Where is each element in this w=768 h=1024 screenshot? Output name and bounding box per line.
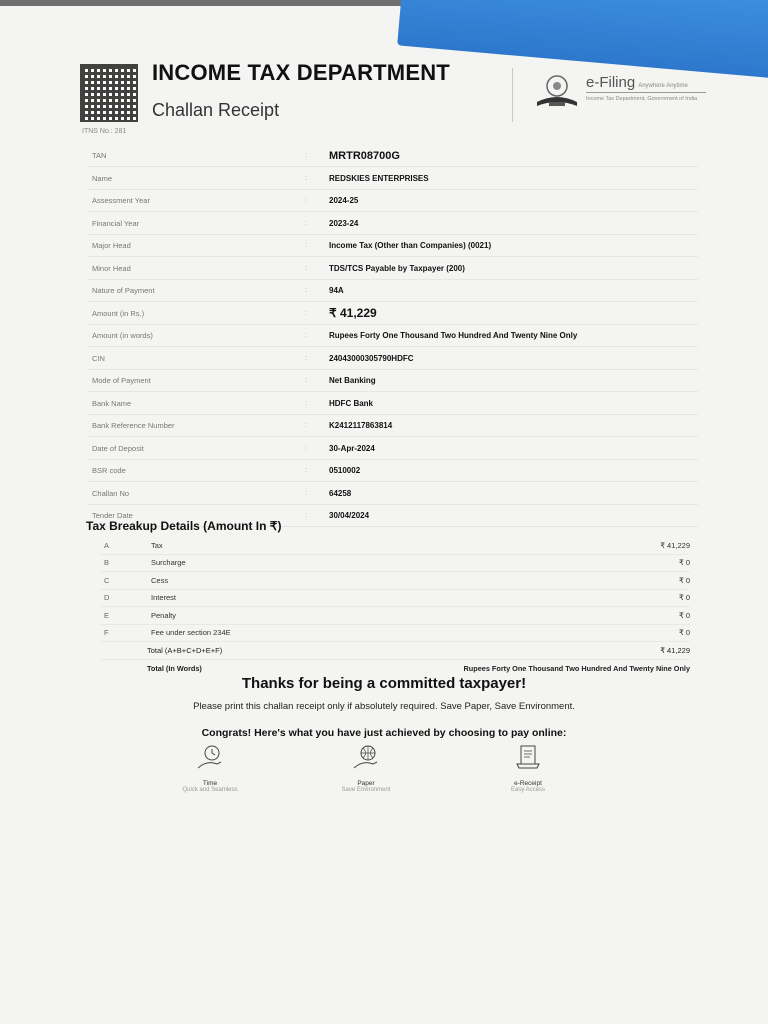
detail-colon: : (305, 467, 307, 474)
detail-value: TDS/TCS Payable by Taxpayer (200) (329, 263, 465, 273)
tax-breakup-name: Tax (151, 540, 163, 550)
detail-label: Bank Name (92, 398, 132, 408)
detail-row (88, 145, 698, 167)
efiling-title (586, 74, 688, 91)
benefit-ereceipt (468, 744, 588, 793)
tax-breakup-row (100, 625, 690, 643)
detail-label: Minor Head (92, 263, 131, 273)
tax-breakup-name: Penalty (151, 610, 177, 620)
detail-colon: : (305, 152, 307, 159)
tax-breakup-table (100, 537, 690, 677)
tax-breakup-amount: ₹ 0 (678, 593, 690, 603)
detail-value: 64258 (329, 488, 352, 498)
detail-value: 0510002 (329, 466, 361, 475)
tax-breakup-amount: ₹ 0 (678, 558, 690, 568)
detail-row (88, 460, 698, 482)
efiling-subtitle: Income Tax Department, Government of India (586, 96, 698, 102)
detail-value: ₹ 41,229 (329, 306, 377, 320)
challan-receipt-document (0, 6, 768, 1024)
detail-label: Mode of Payment (92, 376, 151, 385)
tax-breakup-name: Fee under section 234E (151, 628, 231, 638)
detail-value: K2412117863814 (329, 421, 393, 430)
detail-value: REDSKIES ENTERPRISES (329, 173, 429, 183)
detail-label: Nature of Payment (92, 286, 155, 295)
detail-colon: : (305, 489, 307, 497)
tax-breakup-amount: ₹ 0 (678, 610, 690, 620)
detail-colon: : (305, 354, 307, 362)
tax-words-value: Rupees Forty One Thousand Two Hundred And Twenty Nine Only (463, 664, 690, 673)
detail-colon: : (305, 174, 307, 182)
detail-colon: : (305, 242, 307, 249)
tax-words-label: Total (In Words) (147, 664, 202, 673)
tax-breakup-amount: ₹ 41,229 (660, 540, 690, 550)
tax-breakup-row (100, 555, 690, 573)
tax-breakup-code: C (104, 575, 110, 585)
tax-breakup-name: Interest (151, 593, 177, 603)
detail-label: Amount (in Rs.) (92, 308, 145, 318)
benefit-time-sub: Quick and Seamless (182, 787, 238, 793)
detail-colon: : (305, 287, 307, 294)
detail-label: Major Head (92, 241, 131, 250)
benefit-ereceipt-title: e-Receipt (514, 780, 542, 787)
detail-value: Income Tax (Other than Companies) (0021) (329, 241, 492, 250)
detail-colon: : (305, 197, 307, 204)
qr-caption: ITNS No.: 281 (82, 128, 127, 135)
tax-breakup-heading: Tax Breakup Details (Amount In ₹) (86, 519, 282, 533)
efiling-rule (586, 92, 706, 93)
benefit-ereceipt-sub: Easy Access (510, 787, 545, 793)
benefit-time-title: Time (202, 780, 218, 787)
detail-value: MRTR08700G (329, 149, 400, 162)
tax-breakup-code: B (104, 558, 110, 568)
tax-breakup-name: Surcharge (151, 558, 186, 568)
tax-breakup-name: Cess (151, 575, 169, 585)
tax-breakup-code: E (104, 610, 110, 620)
detail-row (88, 280, 698, 302)
tax-breakup-row (100, 572, 690, 590)
detail-label: Bank Reference Number (92, 421, 175, 430)
detail-row (88, 167, 698, 190)
thanks-message: Thanks for being a committed taxpayer! (241, 675, 527, 692)
tax-breakup-code: D (104, 593, 110, 603)
detail-row (88, 302, 698, 325)
detail-value: 2023-24 (329, 218, 359, 228)
detail-value: 2024-25 (329, 196, 359, 205)
print-note: Please print this challan receipt only if absolutely required. Save Paper, Save Environment. (193, 701, 575, 712)
congrats-message: Congrats! Here's what you have just achieved by choosing to pay online: (201, 727, 567, 739)
detail-label: CIN (92, 353, 105, 363)
detail-row (88, 325, 698, 347)
tax-breakup-row (100, 607, 690, 625)
detail-label: Financial Year (92, 218, 140, 228)
detail-label: Challan No (92, 488, 130, 498)
payment-details-table (88, 145, 698, 527)
efiling-title-text: e-Filing (586, 74, 636, 91)
tax-breakup-amount: ₹ 0 (678, 575, 690, 585)
tax-breakup-amount: ₹ 0 (678, 628, 690, 638)
receipt-subtitle: Challan Receipt (152, 100, 280, 120)
detail-value: HDFC Bank (329, 398, 374, 408)
detail-label: Date of Deposit (92, 443, 144, 453)
detail-row (88, 190, 698, 212)
detail-value: 94A (329, 286, 344, 295)
detail-colon: : (305, 422, 307, 429)
detail-colon: : (305, 309, 307, 317)
tax-total-label: Total (A+B+C+D+E+F) (147, 646, 223, 655)
detail-row (88, 370, 698, 392)
efiling-tagline: Anywhere Anytime (638, 83, 688, 89)
detail-colon: : (305, 377, 307, 384)
receipt-device-icon (513, 744, 543, 772)
detail-label: Name (92, 173, 113, 183)
detail-label: BSR code (92, 466, 126, 475)
detail-value: 30-Apr-2024 (329, 443, 375, 453)
tax-total-value: ₹ 41,229 (660, 646, 690, 655)
emblem-icon (535, 72, 579, 110)
detail-value: Rupees Forty One Thousand Two Hundred And Twenty Nine Only (329, 331, 578, 340)
detail-row (88, 235, 698, 257)
benefit-paper (306, 744, 426, 793)
tax-breakup-code: F (104, 628, 109, 638)
detail-value: 30/04/2024 (329, 511, 370, 520)
tax-breakup-row (100, 537, 690, 555)
qr-code (80, 64, 138, 122)
detail-colon: : (305, 512, 307, 519)
detail-row (88, 415, 698, 437)
detail-colon: : (305, 444, 307, 452)
globe-hand-icon (351, 744, 381, 772)
clock-hand-icon (195, 744, 225, 772)
detail-row (88, 482, 698, 505)
detail-row (88, 257, 698, 280)
benefit-paper-sub: Save Environment (341, 787, 391, 793)
benefit-time (150, 744, 270, 793)
detail-colon: : (305, 399, 307, 407)
tax-total-row (100, 642, 690, 660)
detail-value: 24043000305790HDFC (329, 353, 414, 363)
detail-row (88, 347, 698, 370)
detail-row (88, 437, 698, 460)
header-divider (512, 68, 513, 122)
tax-breakup-rows (100, 537, 690, 642)
department-title: INCOME TAX DEPARTMENT (152, 60, 450, 85)
detail-label: Assessment Year (92, 196, 150, 205)
detail-label: Tender Date (92, 511, 133, 520)
tax-breakup-code: A (104, 540, 110, 550)
tax-breakup-row (100, 590, 690, 608)
detail-colon: : (305, 219, 307, 227)
detail-row (88, 212, 698, 235)
detail-colon: : (305, 264, 307, 272)
benefit-paper-title: Paper (357, 780, 375, 787)
detail-label: TAN (92, 151, 107, 160)
detail-row (88, 392, 698, 415)
detail-label: Amount (in words) (92, 331, 153, 340)
detail-value: Net Banking (329, 376, 376, 385)
detail-colon: : (305, 332, 307, 339)
